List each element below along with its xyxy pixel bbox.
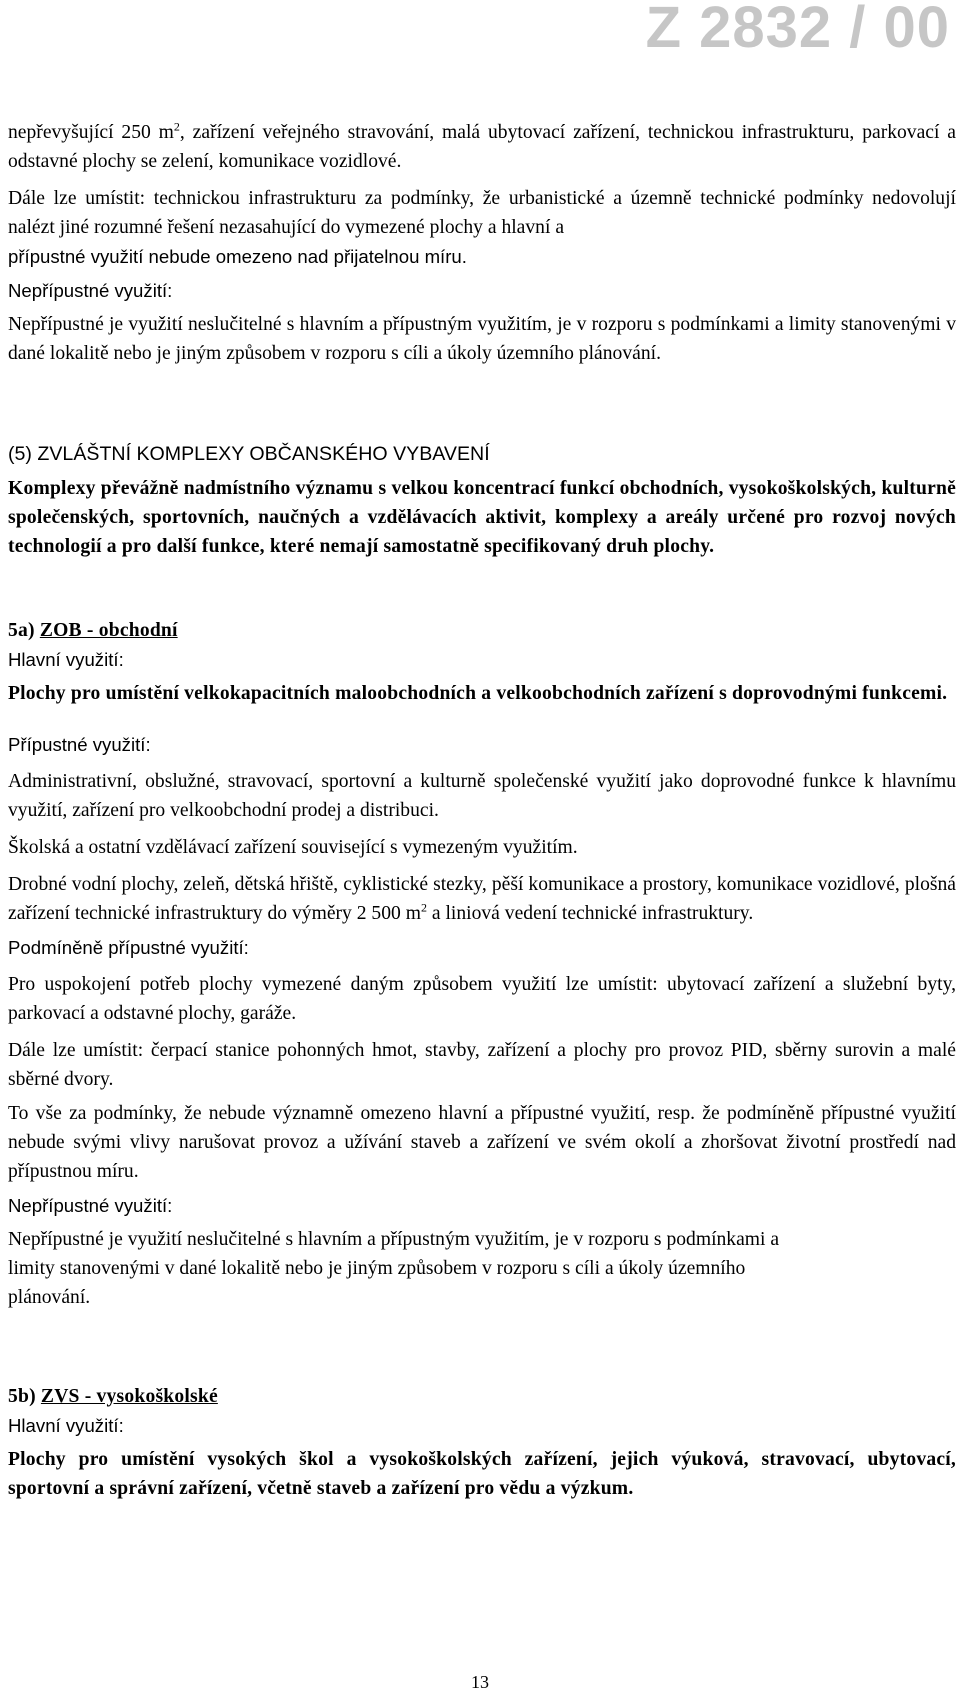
section-5a-podminene-3: To vše za podmínky, že nebude významně omezeno hlavní a přípustné využití, resp. že podmíněně přípustné využití nebude svými vlivy narušovat provoz a užívání staveb a zařízení ve svém okolí a zhoršovat životní prostředí nad přípustnou míru. <box>8 1103 956 1182</box>
intro-paragraph-1-text: nepřevyšující 250 m <box>8 122 174 143</box>
label-hlavni-5b: Hlavní využití: <box>8 1415 124 1436</box>
document-body <box>8 118 956 1503</box>
superscript: 2 <box>420 900 427 915</box>
section-5a-prefix: 5a) <box>8 620 40 641</box>
section-5a-heading <box>8 616 956 645</box>
label-nepripustne: Nepřípustné využití: <box>8 280 173 301</box>
section-5-description: Komplexy převážně nadmístního významu s velkou koncentrací funkcí obchodních, vysokoškolských, kulturně společenských, sportovních, naučných a vzdělávacích aktivit, komplexy a areály určené pro rozvoj nových technologií a pro další funkce, které nemají samostatně specifikovaný druh plochy. <box>8 478 956 557</box>
section-5a-pripustne-1: Administrativní, obslužné, stravovací, sportovní a kulturně společenské využití jako doprovodné funkce k hlavnímu využití, zařízení pro velkoobchodní prodej a distribuci. <box>8 771 956 821</box>
superscript: 2 <box>173 119 180 134</box>
label-pripustne-5a: Přípustné využití: <box>8 734 151 755</box>
section-5a-nepripustne-line-2: limity stanovenými v dané lokalitě nebo je jiným způsobem v rozporu s cíli a úkoly územního <box>8 1258 746 1279</box>
document-id: Z 2832 / 00 <box>645 0 950 60</box>
section-5a-code: ZOB - obchodní <box>39 620 178 641</box>
section-5b-heading <box>8 1382 956 1411</box>
section-5a-pripustne-3 <box>8 870 956 928</box>
section-5b-hlavni-text: Plochy pro umístění vysokých škol a vysokoškolských zařízení, jejich výuková, stravovací, ubytovací, sportovní a správní zařízení, včetně staveb a zařízení pro vědu a výzkum. <box>8 1449 956 1499</box>
section-5a-podminene-2: Dále lze umístit: čerpací stanice pohonných hmot, stavby, zařízení a plochy pro provoz PID, sběrny surovin a malé sběrné dvory. <box>8 1040 956 1090</box>
section-5-title: (5) ZVLÁŠTNÍ KOMPLEXY OBČANSKÉHO VYBAVENÍ <box>8 443 490 465</box>
section-5a-podminene-1: Pro uspokojení potřeb plochy vymezené daným způsobem využití lze umístit: ubytovací zařízení a služební byty, parkovací a odstavné plochy, garáže. <box>8 974 956 1024</box>
section-5a-hlavni-text: Plochy pro umístění velkokapacitních maloobchodních a velkoobchodních zařízení s doprovodnými funkcemi. <box>8 683 948 704</box>
page-number: 13 <box>471 1672 489 1692</box>
intro-nepripustne-text: Nepřípustné je využití neslučitelné s hlavním a přípustným využitím, je v rozporu s podmínkami a limity stanovenými v dané lokalitě nebo je jiným způsobem v rozporu s cíli a úkoly územního plánování. <box>8 314 956 364</box>
section-5a-pripustne-3-tail: a liniová vedení technické infrastruktury. <box>426 903 754 924</box>
section-5b-prefix: 5b) <box>8 1386 41 1407</box>
label-podminene-5a: Podmíněně přípustné využití: <box>8 937 249 958</box>
section-5a-pripustne-2: Školská a ostatní vzdělávací zařízení související s vymezeným využitím. <box>8 837 578 858</box>
section-5a-nepripustne-line-3: plánování. <box>8 1287 91 1308</box>
section-5a-pripustne-3-text: Drobné vodní plochy, zeleň, dětská hřiště, cyklistické stezky, pěší komunikace a prostory, komunikace vozidlové, plošná zařízení technické infrastruktury do výměry 2 500 m <box>8 874 956 924</box>
section-5a-nepripustne-line-1: Nepřípustné je využití neslučitelné s hlavním a přípustným využitím, je v rozporu s podmínkami a <box>8 1229 780 1250</box>
intro-paragraph-1 <box>8 118 956 176</box>
intro-paragraph-2: Dále lze umístit: technickou infrastrukturu za podmínky, že urbanistické a územně technické podmínky nedovolují nalézt jiné rozumné řešení nezasahující do vymezené plochy a hlavní a <box>8 188 956 238</box>
intro-paragraph-1-tail: , zařízení veřejného stravování, malá ubytovací zařízení, technickou infrastrukturu, parkovací a odstavné plochy se zelení, komunikace vozidlové. <box>8 122 957 172</box>
intro-paragraph-2-tail: přípustné využití nebude omezeno nad přijatelnou míru. <box>8 246 467 267</box>
label-hlavni-5a: Hlavní využití: <box>8 649 124 670</box>
label-nepripustne-5a: Nepřípustné využití: <box>8 1195 173 1216</box>
section-5b-code: ZVS - vysokoškolské <box>40 1386 218 1407</box>
